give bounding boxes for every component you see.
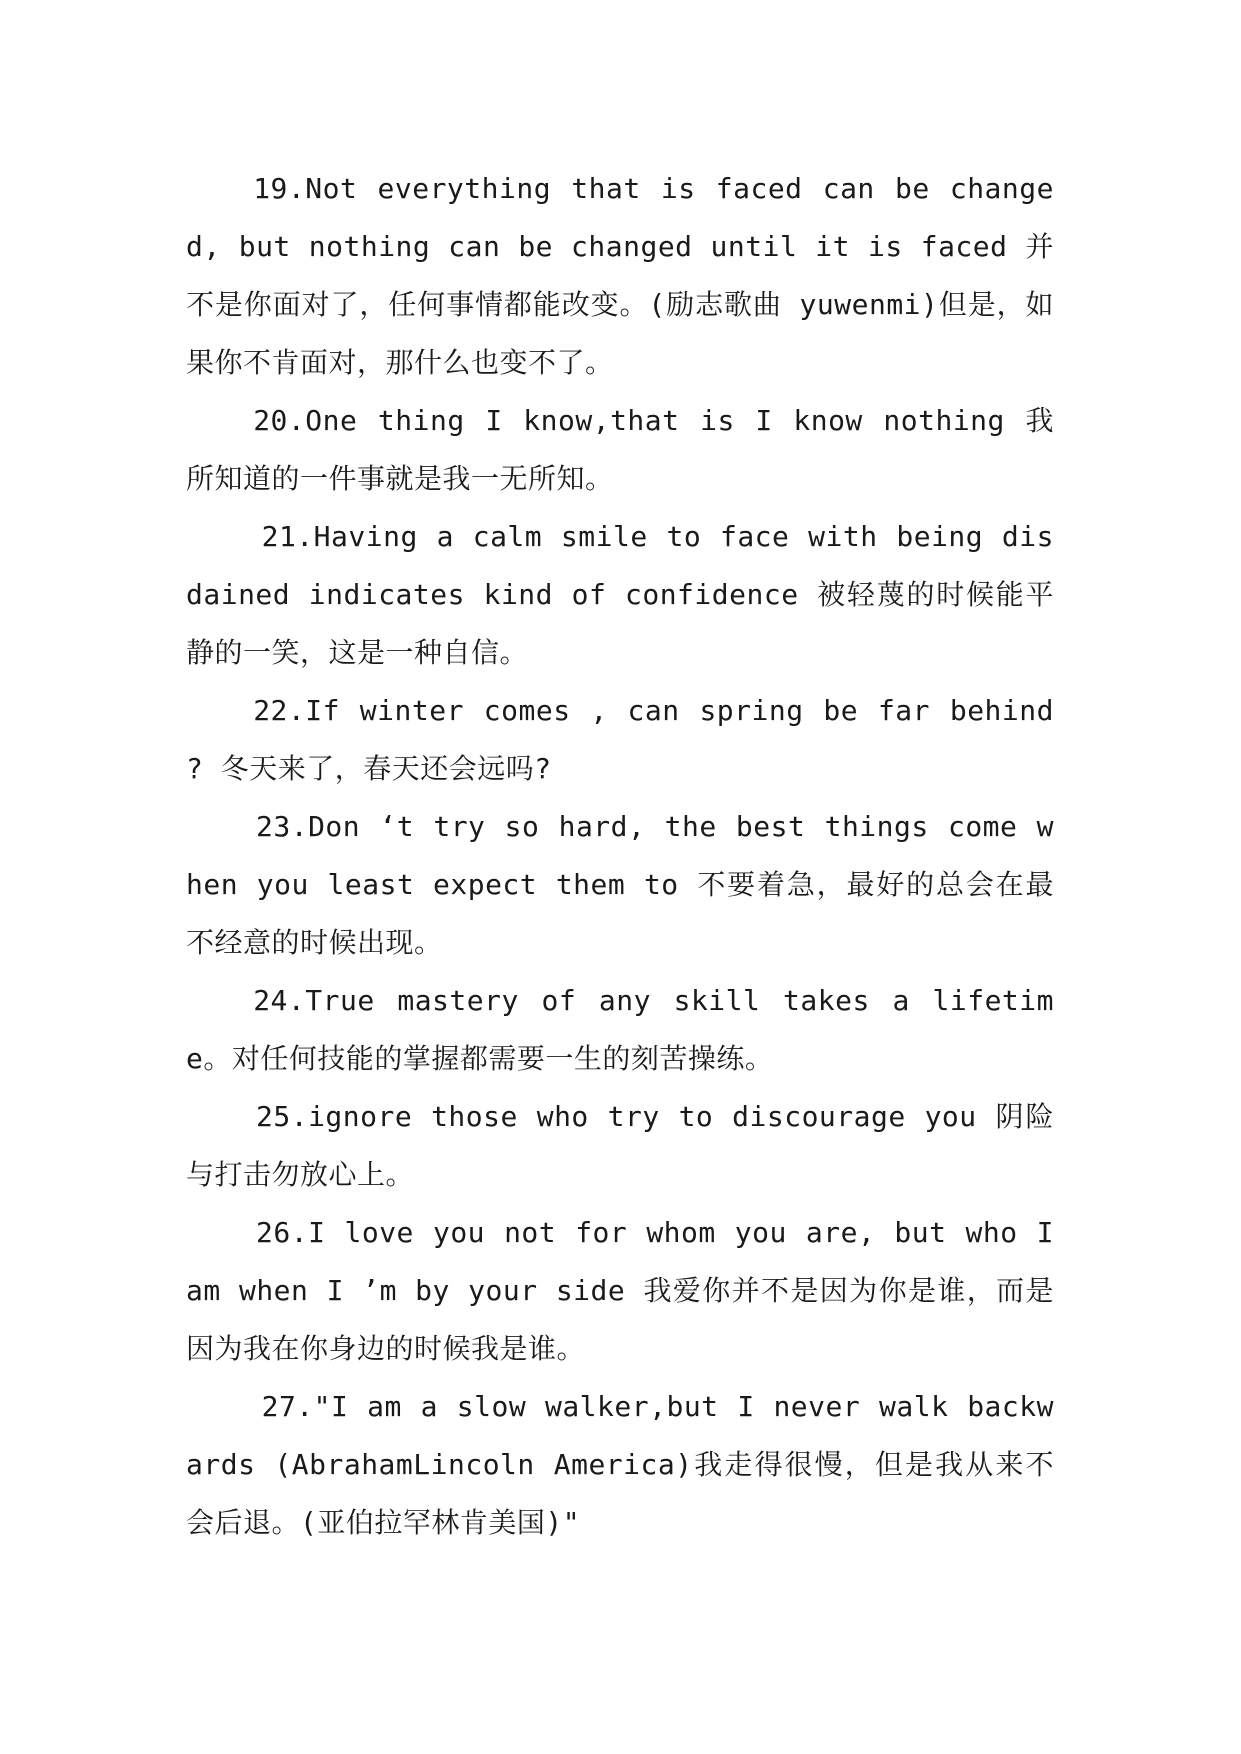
paragraph-26: 26.I love you not for whom you are, but who I am when I ’m by your side 我爱你并不是因为你是谁，而是因为我在你身边的时候我是谁。 (186, 1216, 1054, 1365)
paragraph-25: 25.ignore those who try to discourage you 阴险与打击勿放心上。 (186, 1100, 1054, 1191)
document-body (186, 160, 1054, 1552)
paragraph-20: 20.One thing I know,that is I know nothing 我所知道的一件事就是我一无所知。 (186, 404, 1054, 495)
paragraph-19: 19.Not everything that is faced can be changed, but nothing can be changed until it is faced 并不是你面对了，任何事情都能改变。(励志歌曲 yuwenmi)但是，如果你不肯面对，那什么也变不了。 (186, 172, 1054, 379)
paragraph-27: 27."I am a slow walker,but I never walk backwards (AbrahamLincoln America)我走得很慢，但是我从来不会后退。(亚伯拉罕林肯美国)" (186, 1390, 1054, 1539)
paragraph-22: 22.If winter comes , can spring be far behind ? 冬天来了，春天还会远吗? (186, 694, 1054, 785)
paragraph-24: 24.True mastery of any skill takes a lifetime。对任何技能的掌握都需要一生的刻苦操练。 (186, 984, 1054, 1075)
paragraph-23: 23.Don ‘t try so hard, the best things come when you least expect them to 不要着急，最好的总会在最不经意的时候出现。 (186, 810, 1054, 959)
paragraph-21: 21.Having a calm smile to face with being disdained indicates kind of confidence 被轻蔑的时候能平静的一笑，这是一种自信。 (186, 520, 1054, 669)
